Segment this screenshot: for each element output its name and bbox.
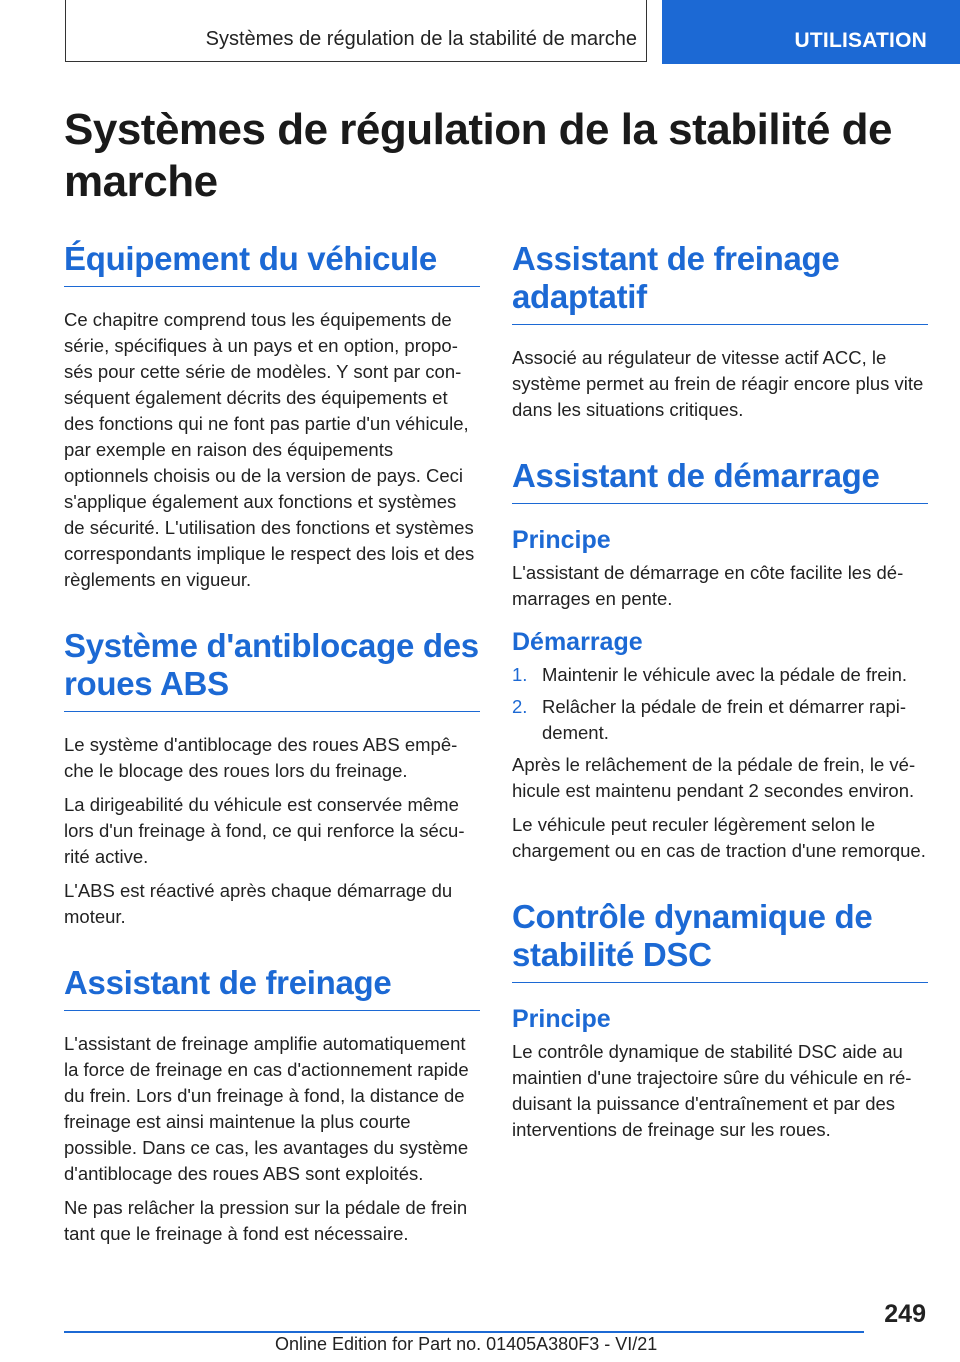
footer-edition: Online Edition for Part no. 01405A380F3 - VI/21: [275, 1334, 658, 1354]
section-equipement: [64, 240, 480, 593]
paragraph: L'assistant de freinage amplifie automatiquement la force de freinage en cas d'actionnement rapide du frein. Lors d'un freinage à fond, la distance de freinage est ainsi maintenue la plus courte possible. Dans ce cas, les avantages du système d'antiblocage des roues ABS sont exploités.: [64, 1033, 469, 1184]
step-number: 1.: [512, 664, 528, 685]
page-title: Systèmes de régulation de la stabilité de marche: [64, 105, 893, 206]
steps-list: [512, 662, 928, 746]
heading-dsc: Contrôle dynamique de stabilité DSC: [512, 898, 928, 983]
paragraph: Ce chapitre comprend tous les équipements de série, spécifiques à un pays et en option, proposés pour cette série de modèles. Y sont par conséquent également décrits des équipements et des fonctions qui ne font pas partie d'un véhicule, par exemple en raison des équipements optionnels choisis ou de la version de pays. Ceci s'applique également aux fonctions et systèmes de sécurité. L'utilisation des fonctions et systèmes correspondants implique le respect des lois et des règlements en vigueur.: [64, 309, 475, 590]
right-column: [512, 240, 928, 1177]
step-number: 2.: [512, 696, 528, 717]
section-dsc: [512, 898, 928, 1143]
section-tab[interactable]: UTILISATION: [662, 0, 960, 64]
list-item: [512, 662, 928, 688]
heading-equipement: Équipement du véhicule: [64, 240, 480, 287]
list-item: [512, 694, 928, 746]
page-number: 249: [884, 1300, 926, 1328]
footer-divider: [64, 1331, 864, 1333]
step-text: Maintenir le véhicule avec la pédale de frein.: [542, 664, 908, 685]
paragraph: Le système d'antiblocage des roues ABS empêche le blocage des roues lors du freinage.: [64, 734, 458, 781]
heading-freinage: Assistant de freinage: [64, 964, 480, 1011]
step-text: Relâcher la pédale de frein et démarrer rapidement.: [542, 696, 907, 743]
section-demarrage: [512, 457, 928, 864]
heading-abs: Système d'antiblocage des roues ABS: [64, 627, 480, 712]
section-adaptatif: [512, 240, 928, 423]
section-freinage: [64, 964, 480, 1247]
chapter-title: Systèmes de régulation de la stabilité de marche: [205, 28, 637, 50]
left-column: [64, 240, 480, 1281]
paragraph: Le véhicule peut reculer légèrement selon le chargement ou en cas de traction d'une remorque.: [512, 814, 926, 861]
heading-adaptatif: Assistant de freinage adaptatif: [512, 240, 928, 325]
subsection-demarrage: [512, 626, 928, 864]
subheading-demarrage: Démarrage: [512, 628, 643, 656]
subheading-principe: Principe: [512, 526, 611, 554]
paragraph: Le contrôle dynamique de stabilité DSC aide au maintien d'une trajectoire sûre du véhicule en réduisant la puissance d'entraînement et par des interventions de freinage sur les roues.: [512, 1041, 912, 1140]
paragraph: Après le relâchement de la pédale de frein, le véhicule est maintenu pendant 2 secondes environ.: [512, 754, 916, 801]
subheading-principe: Principe: [512, 1005, 611, 1033]
paragraph: L'assistant de démarrage en côte facilite les démarrages en pente.: [512, 562, 904, 609]
paragraph: L'ABS est réactivé après chaque démarrage du moteur.: [64, 880, 453, 927]
paragraph: Associé au régulateur de vitesse actif ACC, le système permet au frein de réagir encore plus vite dans les situations critiques.: [512, 347, 924, 420]
heading-demarrage: Assistant de démarrage: [512, 457, 928, 504]
paragraph: Ne pas relâcher la pression sur la pédale de frein tant que le freinage à fond est nécessaire.: [64, 1197, 468, 1244]
subsection-principe: [512, 524, 928, 612]
paragraph: La dirigeabilité du véhicule est conservée même lors d'un freinage à fond, ce qui renforce la sécurité active.: [64, 794, 465, 867]
section-abs: [64, 627, 480, 930]
